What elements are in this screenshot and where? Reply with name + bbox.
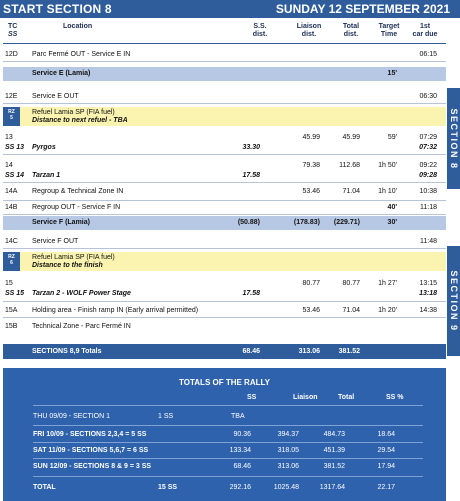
refuel-distance-note: Distance to the finish xyxy=(32,262,103,269)
rally-col-total: Total xyxy=(338,394,355,401)
location-cell: Parc Fermé OUT - Service E IN xyxy=(32,51,131,58)
total-cell: 381.52 xyxy=(338,348,360,355)
location-cell: Service F (Lamia) xyxy=(32,219,90,226)
first-car-cell: 09:22 xyxy=(419,162,437,169)
rally-ss-value: 68.46 xyxy=(233,463,251,470)
rally-liaison-value: 1025.48 xyxy=(273,484,299,491)
location-cell: Regroup OUT - Service F IN xyxy=(32,204,121,211)
tc-cell: 12D xyxy=(5,51,18,58)
col-header-first-car xyxy=(410,23,440,39)
location-cell: Regroup & Technical Zone IN xyxy=(32,188,124,195)
rally-col-liaison: Liaison xyxy=(293,394,318,401)
target-time-cell: 1h 50' xyxy=(378,162,397,169)
tc-cell: 14B xyxy=(5,204,18,211)
refuel-zone-badge xyxy=(3,252,20,271)
section-header-bar xyxy=(0,0,460,18)
total-cell: 71.04 xyxy=(342,188,360,195)
stage-row xyxy=(3,143,446,155)
refuel-row xyxy=(3,252,446,271)
first-car-cell: 06:15 xyxy=(419,51,437,58)
col-ss-bottom: dist. xyxy=(252,31,268,38)
location-cell: Technical Zone - Parc Fermé IN xyxy=(32,323,131,330)
stage-name-cell: Pyrgos xyxy=(32,144,56,151)
stage-row xyxy=(3,289,446,302)
stage-id-cell: SS 13 xyxy=(5,144,25,151)
ss-dist-cell: 17.58 xyxy=(242,172,260,179)
side-tab-section-8-label: SECTION 8 xyxy=(448,107,459,170)
tc-cell: 14A xyxy=(5,188,18,195)
first-car-cell: 11:18 xyxy=(420,204,437,211)
total-cell: 80.77 xyxy=(342,280,360,287)
sections-totals-row xyxy=(3,344,446,359)
rally-pct-value: 29.54 xyxy=(377,447,395,454)
ss-dist-cell: 17.58 xyxy=(242,290,260,297)
liaison-cell: 79.38 xyxy=(302,162,320,169)
liaison-cell: 80.77 xyxy=(302,280,320,287)
first-car-cell: 09:28 xyxy=(419,172,437,179)
rally-row-label: THU 09/09 - SECTION 1 xyxy=(33,413,111,420)
first-car-cell: 06:30 xyxy=(419,93,437,100)
rally-ss-value: 292.16 xyxy=(229,484,251,491)
target-time-cell: 1h 10' xyxy=(378,188,397,195)
rally-total-value: 1317.64 xyxy=(319,484,345,491)
tc-cell: 13 xyxy=(5,134,13,141)
table-row xyxy=(3,235,446,249)
total-cell: 71.04 xyxy=(342,307,360,314)
stage-name-cell: Tarzan 1 xyxy=(32,172,61,179)
ss-dist-cell: 68.46 xyxy=(242,348,260,355)
col-liaison-top: Liaison xyxy=(296,23,322,30)
target-time-cell: 59' xyxy=(387,134,397,141)
refuel-badge-label: RZ xyxy=(8,254,15,260)
rally-total-value: 484.73 xyxy=(323,431,345,438)
tc-cell: 15B xyxy=(5,323,18,330)
col-target-top: Target xyxy=(378,23,400,30)
total-cell: 45.99 xyxy=(342,134,360,141)
first-car-cell: 10:38 xyxy=(419,188,437,195)
rally-totals-panel xyxy=(3,368,446,501)
col-first-bottom: car due xyxy=(412,31,438,38)
header-divider xyxy=(3,43,446,44)
refuel-badge-number: 6 xyxy=(10,260,13,266)
rally-divider xyxy=(33,442,423,443)
rally-row-label: FRI 10/09 - SECTIONS 2,3,4 = 5 SS xyxy=(33,431,147,438)
col-tc-bottom: SS xyxy=(8,31,18,38)
location-cell: Holding area - Finish ramp IN (Early arrival permitted) xyxy=(32,307,199,314)
liaison-cell: 313.06 xyxy=(298,348,320,355)
table-row xyxy=(3,320,446,334)
tc-cell: 15A xyxy=(5,307,18,314)
rally-divider xyxy=(33,405,423,406)
rally-divider xyxy=(33,425,423,426)
first-car-cell: 14:38 xyxy=(419,307,437,314)
side-tab-section-9 xyxy=(447,246,460,356)
liaison-cell: 53.46 xyxy=(302,188,320,195)
col-header-total xyxy=(338,23,364,39)
col-header-ss xyxy=(247,23,273,39)
section-title: START SECTION 8 xyxy=(3,2,112,16)
refuel-zone-badge xyxy=(3,107,20,126)
section-date: SUNDAY 12 SEPTEMBER 2021 xyxy=(275,2,450,16)
refuel-badge-number: 5 xyxy=(10,115,13,121)
rally-totals-title: TOTALS OF THE RALLY xyxy=(179,378,270,387)
target-time-cell: 30' xyxy=(387,219,397,226)
col-total-bottom: dist. xyxy=(343,31,359,38)
rally-pct-value: 17.94 xyxy=(377,463,395,470)
table-row xyxy=(3,303,446,318)
stage-id-cell: SS 14 xyxy=(5,172,25,179)
location-cell: Service E OUT xyxy=(32,93,79,100)
rally-ss-value: TBA xyxy=(231,413,245,420)
rally-liaison-value: 394.37 xyxy=(277,431,299,438)
ss-dist-cell: (50.88) xyxy=(237,219,260,226)
target-time-cell: 15' xyxy=(387,70,397,77)
rally-divider xyxy=(33,476,423,477)
rally-total-value: 381.52 xyxy=(323,463,345,470)
refuel-row xyxy=(3,107,446,126)
rally-pct-value: 18.64 xyxy=(377,431,395,438)
liaison-cell: (178.83) xyxy=(293,219,320,226)
rally-divider xyxy=(33,458,423,459)
rally-row-label: SUN 12/09 - SECTIONS 8 & 9 = 3 SS xyxy=(33,463,152,470)
refuel-location: Refuel Lamia SP (FIA fuel) xyxy=(32,109,115,116)
col-total-top: Total xyxy=(342,23,360,30)
liaison-cell: 45.99 xyxy=(302,134,320,141)
side-tab-section-9-label: SECTION 9 xyxy=(448,270,459,332)
refuel-location: Refuel Lamia SP (FIA fuel) xyxy=(32,254,115,261)
col-tc-top: TC xyxy=(8,23,18,30)
service-row xyxy=(3,216,446,230)
rally-col-ss-pct: SS % xyxy=(386,394,404,401)
stage-id-cell: SS 15 xyxy=(5,290,25,297)
location-cell: Service E (Lamia) xyxy=(32,70,91,77)
tc-cell: 12E xyxy=(5,93,18,100)
rally-row-ss-count: 15 SS xyxy=(158,484,178,491)
location-cell: Service F OUT xyxy=(32,238,79,245)
rally-ss-value: 133.34 xyxy=(229,447,251,454)
rally-row-ss-count: 1 SS xyxy=(158,413,174,420)
liaison-cell: 53.46 xyxy=(302,307,320,314)
col-ss-top: S.S. xyxy=(253,23,267,30)
first-car-cell: 13:15 xyxy=(419,280,437,287)
tc-cell: 14 xyxy=(5,162,13,169)
rally-ss-value: 90.36 xyxy=(233,431,251,438)
col-header-liaison xyxy=(294,23,324,39)
rally-col-ss: SS xyxy=(247,394,257,401)
table-row xyxy=(3,89,446,104)
rally-liaison-value: 318.05 xyxy=(277,447,299,454)
tc-cell: 15 xyxy=(5,280,13,287)
col-first-top: 1st xyxy=(419,23,431,30)
col-header-location xyxy=(63,23,92,31)
first-car-cell: 11:48 xyxy=(420,238,437,245)
stage-name-cell: Tarzan 2 - WOLF Power Stage xyxy=(32,290,131,297)
first-car-cell: 07:32 xyxy=(419,144,437,151)
rally-liaison-value: 313.06 xyxy=(277,463,299,470)
target-time-cell: 1h 20' xyxy=(378,307,397,314)
rally-total-value: 451.39 xyxy=(323,447,345,454)
table-row xyxy=(3,184,446,201)
rally-row-label: SAT 11/09 - SECTIONS 5,6,7 = 6 SS xyxy=(33,447,149,454)
rally-row-label: TOTAL xyxy=(33,484,56,491)
col-header-tc xyxy=(8,23,17,39)
ss-dist-cell: 33.30 xyxy=(242,144,260,151)
total-cell: 112.68 xyxy=(339,162,360,169)
first-car-cell: 07:29 xyxy=(419,134,437,141)
stage-row xyxy=(3,171,446,183)
tc-cell: 14C xyxy=(5,238,18,245)
totals-label: SECTIONS 8,9 Totals xyxy=(32,348,102,355)
total-cell: (229.71) xyxy=(333,219,360,226)
col-location: Location xyxy=(63,23,93,30)
col-liaison-bottom: dist. xyxy=(301,31,317,38)
col-header-target xyxy=(374,23,404,39)
rally-pct-value: 22.17 xyxy=(377,484,395,491)
target-time-cell: 1h 27' xyxy=(378,280,397,287)
side-tab-section-8 xyxy=(447,88,460,189)
refuel-badge-label: RZ xyxy=(8,109,15,115)
service-row xyxy=(3,67,446,81)
target-time-cell: 40' xyxy=(387,204,397,211)
first-car-cell: 13:18 xyxy=(419,290,437,297)
table-row xyxy=(3,47,446,62)
refuel-distance-note: Distance to next refuel - TBA xyxy=(32,117,128,124)
col-target-bottom: Time xyxy=(380,31,398,38)
table-row xyxy=(3,202,446,215)
